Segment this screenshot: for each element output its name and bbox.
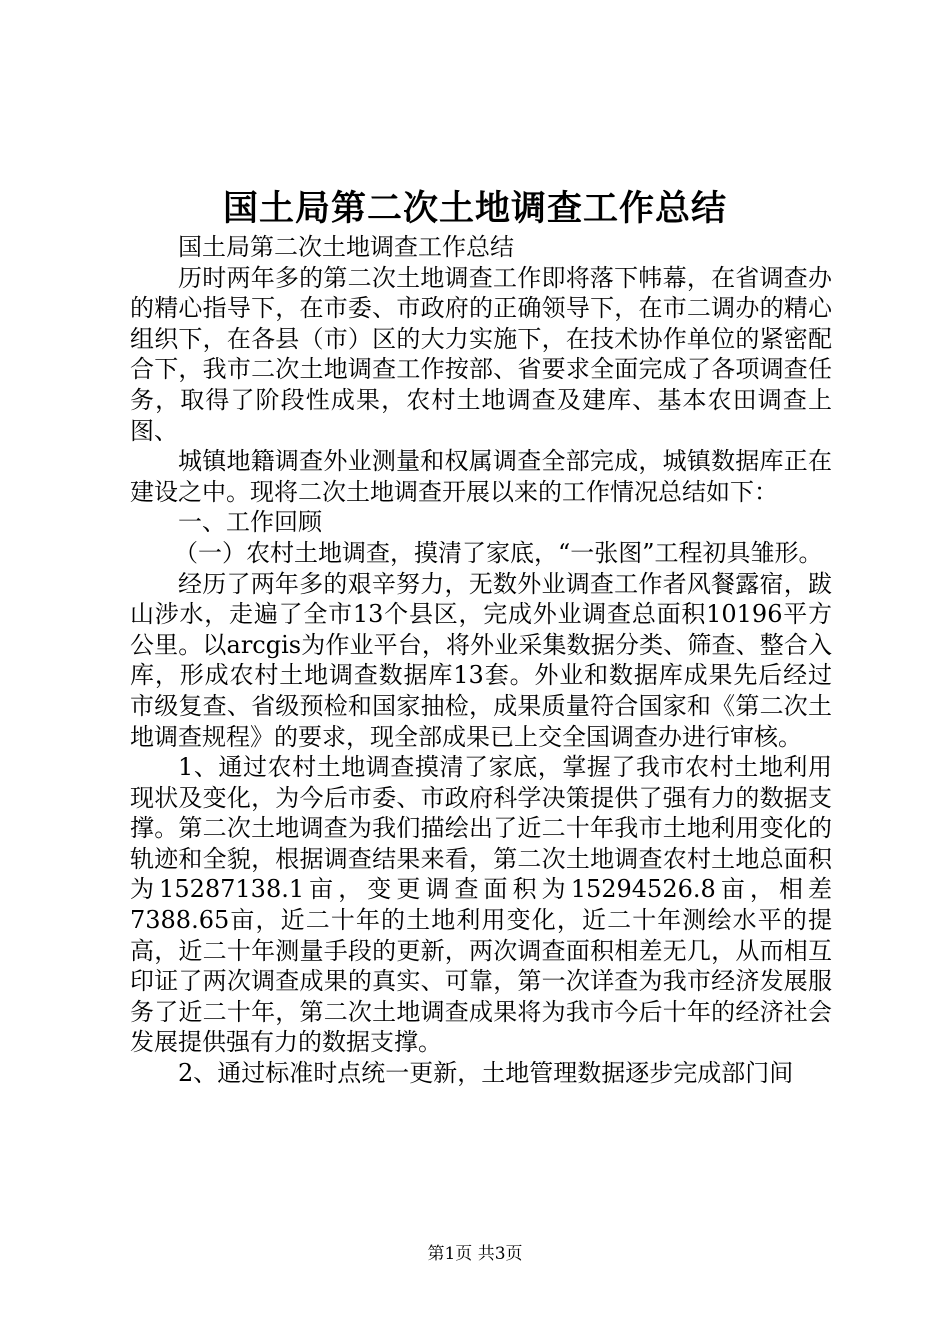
subsection-heading: （一）农村土地调查，摸清了家底，“一张图”工程初具雏形。 bbox=[174, 538, 823, 567]
paragraph-intro-continued: 城镇地籍调查外业测量和权属调查全部完成，城镇数据库正在建设之中。现将二次土地调查开展以来的工作情况总结如下： bbox=[130, 447, 832, 506]
paragraph-point-2: 2、通过标准时点统一更新，土地管理数据逐步完成部门间 bbox=[178, 1059, 794, 1088]
document-body bbox=[130, 232, 832, 1089]
paragraph-intro: 历时两年多的第二次土地调查工作即将落下帏幕，在省调查办的精心指导下，在市委、市政府的正确领导下，在市二调办的精心组织下，在各县（市）区的大力实施下，在技术协作单位的紧密配合下，我市二次土地调查工作按部、省要求全面完成了各项调查任务，取得了阶段性成果，农村土地调查及建库、基本农田调查上图、 bbox=[130, 263, 832, 445]
paragraph-survey-summary: 经历了两年多的艰辛努力，无数外业调查工作者风餐露宿，跋山涉水，走遍了全市13个县区，完成外业调查总面积10196平方公里。以arcgis为作业平台，将外业采集数据分类、筛查、整合入库，形成农村土地调查数据库13套。外业和数据库成果先后经过市级复查、省级预检和国家抽检，成果质量符合国家和《第二次土地调查规程》的要求，现全部成果已上交全国调查办进行审核。 bbox=[130, 569, 832, 751]
document-title: 国土局第二次土地调查工作总结 bbox=[222, 188, 727, 229]
section-heading: 一、工作回顾 bbox=[178, 508, 322, 537]
page-footer: 第1页 共3页 bbox=[427, 1244, 523, 1264]
paragraph-point-1: 1、通过农村土地调查摸清了家底，掌握了我市农村土地利用现状及变化，为今后市委、市政府科学决策提供了强有力的数据支撑。第二次土地调查为我们描绘出了近二十年我市土地利用变化的轨迹和全貌，根据调查结果来看，第二次土地调查农村土地总面积为15287138.1亩，变更调查面积为15294526.8亩，相差7388.65亩，近二十年的土地利用变化，近二十年测绘水平的提高，近二十年测量手段的更新，两次调查面积相差无几，从而相互印证了两次调查成果的真实、可靠，第一次详查为我市经济发展服务了近二十年，第二次土地调查成果将为我市今后十年的经济社会发展提供强有力的数据支撑。 bbox=[130, 753, 832, 1057]
paragraph-subtitle: 国土局第二次土地调查工作总结 bbox=[178, 233, 514, 261]
